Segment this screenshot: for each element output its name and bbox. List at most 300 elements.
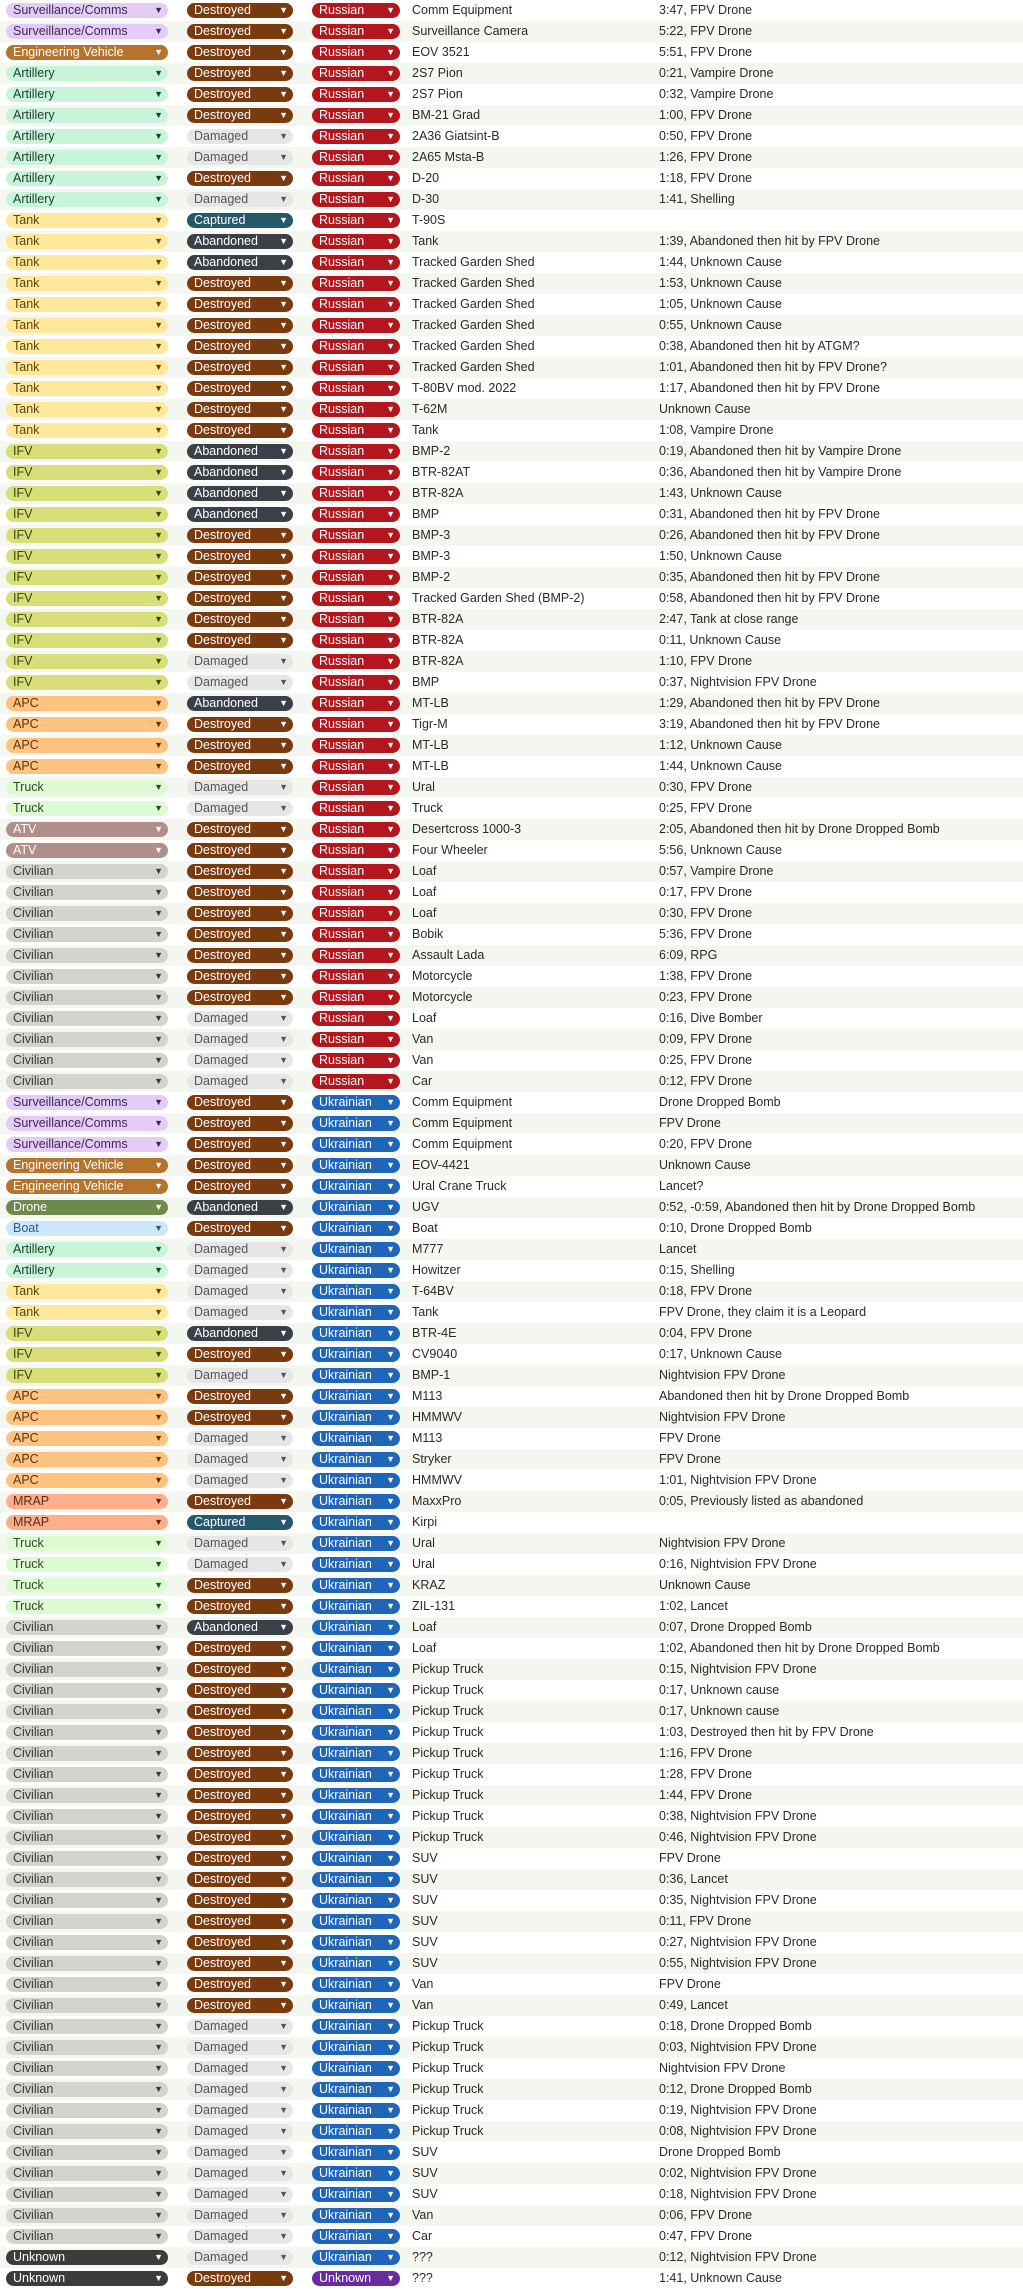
type-select[interactable] bbox=[6, 213, 168, 228]
status-select[interactable] bbox=[187, 696, 293, 711]
status-select[interactable] bbox=[187, 1578, 293, 1593]
status-select[interactable] bbox=[187, 528, 293, 543]
status-select[interactable] bbox=[187, 1599, 293, 1614]
owner-select[interactable] bbox=[312, 2187, 400, 2202]
owner-select[interactable] bbox=[312, 1788, 400, 1803]
owner-select[interactable] bbox=[312, 1284, 400, 1299]
type-select[interactable] bbox=[6, 276, 168, 291]
type-select[interactable] bbox=[6, 1494, 168, 1509]
type-select[interactable] bbox=[6, 1725, 168, 1740]
type-select[interactable] bbox=[6, 2061, 168, 2076]
status-select[interactable] bbox=[187, 87, 293, 102]
status-select[interactable] bbox=[187, 549, 293, 564]
status-select[interactable] bbox=[187, 1326, 293, 1341]
type-select[interactable] bbox=[6, 87, 168, 102]
status-select[interactable] bbox=[187, 2145, 293, 2160]
owner-select[interactable] bbox=[312, 402, 400, 417]
type-select[interactable] bbox=[6, 528, 168, 543]
type-select[interactable] bbox=[6, 3, 168, 18]
status-select[interactable] bbox=[187, 885, 293, 900]
type-select[interactable] bbox=[6, 1851, 168, 1866]
owner-select[interactable] bbox=[312, 906, 400, 921]
status-select[interactable] bbox=[187, 654, 293, 669]
type-select[interactable] bbox=[6, 822, 168, 837]
owner-select[interactable] bbox=[312, 1683, 400, 1698]
owner-select[interactable] bbox=[312, 885, 400, 900]
owner-select[interactable] bbox=[312, 465, 400, 480]
owner-select[interactable] bbox=[312, 1011, 400, 1026]
owner-select[interactable] bbox=[312, 780, 400, 795]
type-select[interactable] bbox=[6, 1641, 168, 1656]
owner-select[interactable] bbox=[312, 1221, 400, 1236]
status-select[interactable] bbox=[187, 633, 293, 648]
status-select[interactable] bbox=[187, 2019, 293, 2034]
owner-select[interactable] bbox=[312, 1200, 400, 1215]
status-select[interactable] bbox=[187, 486, 293, 501]
type-select[interactable] bbox=[6, 402, 168, 417]
owner-select[interactable] bbox=[312, 87, 400, 102]
owner-select[interactable] bbox=[312, 24, 400, 39]
status-select[interactable] bbox=[187, 1095, 293, 1110]
owner-select[interactable] bbox=[312, 318, 400, 333]
type-select[interactable] bbox=[6, 2040, 168, 2055]
status-select[interactable] bbox=[187, 1200, 293, 1215]
status-select[interactable] bbox=[187, 2103, 293, 2118]
owner-select[interactable] bbox=[312, 171, 400, 186]
owner-select[interactable] bbox=[312, 696, 400, 711]
owner-select[interactable] bbox=[312, 1452, 400, 1467]
type-select[interactable] bbox=[6, 66, 168, 81]
status-select[interactable] bbox=[187, 1788, 293, 1803]
status-select[interactable] bbox=[187, 1662, 293, 1677]
owner-select[interactable] bbox=[312, 1158, 400, 1173]
owner-select[interactable] bbox=[312, 66, 400, 81]
owner-select[interactable] bbox=[312, 255, 400, 270]
status-select[interactable] bbox=[187, 1053, 293, 1068]
type-select[interactable] bbox=[6, 1830, 168, 1845]
type-select[interactable] bbox=[6, 1263, 168, 1278]
type-select[interactable] bbox=[6, 1158, 168, 1173]
type-select[interactable] bbox=[6, 1599, 168, 1614]
status-select[interactable] bbox=[187, 213, 293, 228]
owner-select[interactable] bbox=[312, 969, 400, 984]
type-select[interactable] bbox=[6, 1704, 168, 1719]
owner-select[interactable] bbox=[312, 486, 400, 501]
owner-select[interactable] bbox=[312, 381, 400, 396]
type-select[interactable] bbox=[6, 738, 168, 753]
type-select[interactable] bbox=[6, 1767, 168, 1782]
status-select[interactable] bbox=[187, 948, 293, 963]
status-select[interactable] bbox=[187, 1935, 293, 1950]
owner-select[interactable] bbox=[312, 633, 400, 648]
status-select[interactable] bbox=[187, 1242, 293, 1257]
status-select[interactable] bbox=[187, 1767, 293, 1782]
owner-select[interactable] bbox=[312, 444, 400, 459]
type-select[interactable] bbox=[6, 1956, 168, 1971]
owner-select[interactable] bbox=[312, 927, 400, 942]
owner-select[interactable] bbox=[312, 2061, 400, 2076]
owner-select[interactable] bbox=[312, 1704, 400, 1719]
status-select[interactable] bbox=[187, 108, 293, 123]
status-select[interactable] bbox=[187, 1158, 293, 1173]
type-select[interactable] bbox=[6, 1662, 168, 1677]
owner-select[interactable] bbox=[312, 1116, 400, 1131]
owner-select[interactable] bbox=[312, 1179, 400, 1194]
status-select[interactable] bbox=[187, 1032, 293, 1047]
status-select[interactable] bbox=[187, 1389, 293, 1404]
owner-select[interactable] bbox=[312, 1431, 400, 1446]
status-select[interactable] bbox=[187, 171, 293, 186]
owner-select[interactable] bbox=[312, 570, 400, 585]
owner-select[interactable] bbox=[312, 1620, 400, 1635]
status-select[interactable] bbox=[187, 339, 293, 354]
type-select[interactable] bbox=[6, 234, 168, 249]
type-select[interactable] bbox=[6, 780, 168, 795]
type-select[interactable] bbox=[6, 1389, 168, 1404]
status-select[interactable] bbox=[187, 1515, 293, 1530]
status-select[interactable] bbox=[187, 1221, 293, 1236]
owner-select[interactable] bbox=[312, 45, 400, 60]
status-select[interactable] bbox=[187, 1074, 293, 1089]
type-select[interactable] bbox=[6, 1536, 168, 1551]
type-select[interactable] bbox=[6, 1431, 168, 1446]
owner-select[interactable] bbox=[312, 507, 400, 522]
status-select[interactable] bbox=[187, 675, 293, 690]
status-select[interactable] bbox=[187, 990, 293, 1005]
type-select[interactable] bbox=[6, 255, 168, 270]
owner-select[interactable] bbox=[312, 1599, 400, 1614]
type-select[interactable] bbox=[6, 2145, 168, 2160]
status-select[interactable] bbox=[187, 1977, 293, 1992]
owner-select[interactable] bbox=[312, 2208, 400, 2223]
type-select[interactable] bbox=[6, 1305, 168, 1320]
owner-select[interactable] bbox=[312, 948, 400, 963]
owner-select[interactable] bbox=[312, 1347, 400, 1362]
owner-select[interactable] bbox=[312, 2229, 400, 2244]
owner-select[interactable] bbox=[312, 1536, 400, 1551]
status-select[interactable] bbox=[187, 2250, 293, 2265]
type-select[interactable] bbox=[6, 570, 168, 585]
type-select[interactable] bbox=[6, 633, 168, 648]
status-select[interactable] bbox=[187, 1683, 293, 1698]
status-select[interactable] bbox=[187, 780, 293, 795]
owner-select[interactable] bbox=[312, 675, 400, 690]
type-select[interactable] bbox=[6, 318, 168, 333]
type-select[interactable] bbox=[6, 843, 168, 858]
status-select[interactable] bbox=[187, 3, 293, 18]
type-select[interactable] bbox=[6, 465, 168, 480]
type-select[interactable] bbox=[6, 1242, 168, 1257]
status-select[interactable] bbox=[187, 444, 293, 459]
type-select[interactable] bbox=[6, 885, 168, 900]
owner-select[interactable] bbox=[312, 1473, 400, 1488]
type-select[interactable] bbox=[6, 927, 168, 942]
status-select[interactable] bbox=[187, 1998, 293, 2013]
type-select[interactable] bbox=[6, 1935, 168, 1950]
type-select[interactable] bbox=[6, 1746, 168, 1761]
status-select[interactable] bbox=[187, 297, 293, 312]
status-select[interactable] bbox=[187, 1809, 293, 1824]
owner-select[interactable] bbox=[312, 1032, 400, 1047]
type-select[interactable] bbox=[6, 1137, 168, 1152]
status-select[interactable] bbox=[187, 1557, 293, 1572]
owner-select[interactable] bbox=[312, 654, 400, 669]
owner-select[interactable] bbox=[312, 2082, 400, 2097]
owner-select[interactable] bbox=[312, 1725, 400, 1740]
type-select[interactable] bbox=[6, 171, 168, 186]
owner-select[interactable] bbox=[312, 108, 400, 123]
type-select[interactable] bbox=[6, 1452, 168, 1467]
owner-select[interactable] bbox=[312, 360, 400, 375]
owner-select[interactable] bbox=[312, 2166, 400, 2181]
status-select[interactable] bbox=[187, 591, 293, 606]
status-select[interactable] bbox=[187, 2124, 293, 2139]
type-select[interactable] bbox=[6, 1977, 168, 1992]
type-select[interactable] bbox=[6, 45, 168, 60]
owner-select[interactable] bbox=[312, 1893, 400, 1908]
type-select[interactable] bbox=[6, 612, 168, 627]
type-select[interactable] bbox=[6, 1788, 168, 1803]
status-select[interactable] bbox=[187, 1410, 293, 1425]
type-select[interactable] bbox=[6, 675, 168, 690]
status-select[interactable] bbox=[187, 612, 293, 627]
status-select[interactable] bbox=[187, 360, 293, 375]
type-select[interactable] bbox=[6, 1284, 168, 1299]
status-select[interactable] bbox=[187, 234, 293, 249]
type-select[interactable] bbox=[6, 2124, 168, 2139]
owner-select[interactable] bbox=[312, 1977, 400, 1992]
status-select[interactable] bbox=[187, 1116, 293, 1131]
type-select[interactable] bbox=[6, 192, 168, 207]
type-select[interactable] bbox=[6, 423, 168, 438]
status-select[interactable] bbox=[187, 2040, 293, 2055]
owner-select[interactable] bbox=[312, 2124, 400, 2139]
status-select[interactable] bbox=[187, 24, 293, 39]
owner-select[interactable] bbox=[312, 2271, 400, 2286]
type-select[interactable] bbox=[6, 1347, 168, 1362]
status-select[interactable] bbox=[187, 801, 293, 816]
type-select[interactable] bbox=[6, 339, 168, 354]
owner-select[interactable] bbox=[312, 1074, 400, 1089]
owner-select[interactable] bbox=[312, 1830, 400, 1845]
status-select[interactable] bbox=[187, 1704, 293, 1719]
type-select[interactable] bbox=[6, 108, 168, 123]
owner-select[interactable] bbox=[312, 990, 400, 1005]
type-select[interactable] bbox=[6, 1011, 168, 1026]
type-select[interactable] bbox=[6, 2187, 168, 2202]
status-select[interactable] bbox=[187, 2166, 293, 2181]
type-select[interactable] bbox=[6, 24, 168, 39]
status-select[interactable] bbox=[187, 276, 293, 291]
status-select[interactable] bbox=[187, 1872, 293, 1887]
status-select[interactable] bbox=[187, 1347, 293, 1362]
type-select[interactable] bbox=[6, 969, 168, 984]
owner-select[interactable] bbox=[312, 738, 400, 753]
owner-select[interactable] bbox=[312, 2040, 400, 2055]
type-select[interactable] bbox=[6, 1515, 168, 1530]
type-select[interactable] bbox=[6, 2166, 168, 2181]
type-select[interactable] bbox=[6, 1221, 168, 1236]
status-select[interactable] bbox=[187, 192, 293, 207]
type-select[interactable] bbox=[6, 2250, 168, 2265]
type-select[interactable] bbox=[6, 2082, 168, 2097]
status-select[interactable] bbox=[187, 1536, 293, 1551]
owner-select[interactable] bbox=[312, 864, 400, 879]
type-select[interactable] bbox=[6, 2019, 168, 2034]
type-select[interactable] bbox=[6, 696, 168, 711]
status-select[interactable] bbox=[187, 318, 293, 333]
owner-select[interactable] bbox=[312, 2250, 400, 2265]
owner-select[interactable] bbox=[312, 1851, 400, 1866]
status-select[interactable] bbox=[187, 759, 293, 774]
owner-select[interactable] bbox=[312, 528, 400, 543]
owner-select[interactable] bbox=[312, 1494, 400, 1509]
type-select[interactable] bbox=[6, 864, 168, 879]
owner-select[interactable] bbox=[312, 2103, 400, 2118]
type-select[interactable] bbox=[6, 2208, 168, 2223]
status-select[interactable] bbox=[187, 465, 293, 480]
status-select[interactable] bbox=[187, 2208, 293, 2223]
status-select[interactable] bbox=[187, 150, 293, 165]
status-select[interactable] bbox=[187, 1494, 293, 1509]
type-select[interactable] bbox=[6, 1620, 168, 1635]
owner-select[interactable] bbox=[312, 1998, 400, 2013]
status-select[interactable] bbox=[187, 129, 293, 144]
status-select[interactable] bbox=[187, 570, 293, 585]
owner-select[interactable] bbox=[312, 2145, 400, 2160]
owner-select[interactable] bbox=[312, 1578, 400, 1593]
status-select[interactable] bbox=[187, 1263, 293, 1278]
type-select[interactable] bbox=[6, 906, 168, 921]
status-select[interactable] bbox=[187, 1746, 293, 1761]
type-select[interactable] bbox=[6, 591, 168, 606]
owner-select[interactable] bbox=[312, 1137, 400, 1152]
type-select[interactable] bbox=[6, 1557, 168, 1572]
status-select[interactable] bbox=[187, 2271, 293, 2286]
owner-select[interactable] bbox=[312, 1515, 400, 1530]
status-select[interactable] bbox=[187, 927, 293, 942]
status-select[interactable] bbox=[187, 1305, 293, 1320]
type-select[interactable] bbox=[6, 150, 168, 165]
status-select[interactable] bbox=[187, 822, 293, 837]
owner-select[interactable] bbox=[312, 1389, 400, 1404]
owner-select[interactable] bbox=[312, 213, 400, 228]
type-select[interactable] bbox=[6, 1998, 168, 2013]
status-select[interactable] bbox=[187, 2229, 293, 2244]
status-select[interactable] bbox=[187, 2061, 293, 2076]
status-select[interactable] bbox=[187, 1179, 293, 1194]
owner-select[interactable] bbox=[312, 297, 400, 312]
owner-select[interactable] bbox=[312, 759, 400, 774]
status-select[interactable] bbox=[187, 1452, 293, 1467]
type-select[interactable] bbox=[6, 1368, 168, 1383]
owner-select[interactable] bbox=[312, 1746, 400, 1761]
type-select[interactable] bbox=[6, 1074, 168, 1089]
owner-select[interactable] bbox=[312, 1557, 400, 1572]
type-select[interactable] bbox=[6, 2103, 168, 2118]
owner-select[interactable] bbox=[312, 2019, 400, 2034]
status-select[interactable] bbox=[187, 1137, 293, 1152]
type-select[interactable] bbox=[6, 1914, 168, 1929]
owner-select[interactable] bbox=[312, 1305, 400, 1320]
status-select[interactable] bbox=[187, 717, 293, 732]
status-select[interactable] bbox=[187, 1893, 293, 1908]
type-select[interactable] bbox=[6, 1809, 168, 1824]
status-select[interactable] bbox=[187, 738, 293, 753]
status-select[interactable] bbox=[187, 1851, 293, 1866]
type-select[interactable] bbox=[6, 1053, 168, 1068]
status-select[interactable] bbox=[187, 66, 293, 81]
owner-select[interactable] bbox=[312, 192, 400, 207]
owner-select[interactable] bbox=[312, 423, 400, 438]
owner-select[interactable] bbox=[312, 1410, 400, 1425]
type-select[interactable] bbox=[6, 1893, 168, 1908]
status-select[interactable] bbox=[187, 1830, 293, 1845]
status-select[interactable] bbox=[187, 45, 293, 60]
type-select[interactable] bbox=[6, 507, 168, 522]
owner-select[interactable] bbox=[312, 1263, 400, 1278]
owner-select[interactable] bbox=[312, 150, 400, 165]
type-select[interactable] bbox=[6, 360, 168, 375]
type-select[interactable] bbox=[6, 1179, 168, 1194]
owner-select[interactable] bbox=[312, 1914, 400, 1929]
owner-select[interactable] bbox=[312, 801, 400, 816]
owner-select[interactable] bbox=[312, 1368, 400, 1383]
status-select[interactable] bbox=[187, 1641, 293, 1656]
owner-select[interactable] bbox=[312, 1095, 400, 1110]
status-select[interactable] bbox=[187, 2187, 293, 2202]
type-select[interactable] bbox=[6, 549, 168, 564]
type-select[interactable] bbox=[6, 948, 168, 963]
status-select[interactable] bbox=[187, 1956, 293, 1971]
type-select[interactable] bbox=[6, 1326, 168, 1341]
status-select[interactable] bbox=[187, 969, 293, 984]
owner-select[interactable] bbox=[312, 1326, 400, 1341]
status-select[interactable] bbox=[187, 1620, 293, 1635]
owner-select[interactable] bbox=[312, 3, 400, 18]
status-select[interactable] bbox=[187, 1473, 293, 1488]
owner-select[interactable] bbox=[312, 1935, 400, 1950]
type-select[interactable] bbox=[6, 1683, 168, 1698]
owner-select[interactable] bbox=[312, 1767, 400, 1782]
type-select[interactable] bbox=[6, 1872, 168, 1887]
owner-select[interactable] bbox=[312, 843, 400, 858]
status-select[interactable] bbox=[187, 1011, 293, 1026]
status-select[interactable] bbox=[187, 2082, 293, 2097]
status-select[interactable] bbox=[187, 864, 293, 879]
owner-select[interactable] bbox=[312, 822, 400, 837]
owner-select[interactable] bbox=[312, 1809, 400, 1824]
status-select[interactable] bbox=[187, 507, 293, 522]
type-select[interactable] bbox=[6, 801, 168, 816]
type-select[interactable] bbox=[6, 1473, 168, 1488]
type-select[interactable] bbox=[6, 2229, 168, 2244]
status-select[interactable] bbox=[187, 402, 293, 417]
status-select[interactable] bbox=[187, 1914, 293, 1929]
status-select[interactable] bbox=[187, 255, 293, 270]
owner-select[interactable] bbox=[312, 339, 400, 354]
type-select[interactable] bbox=[6, 1032, 168, 1047]
owner-select[interactable] bbox=[312, 717, 400, 732]
owner-select[interactable] bbox=[312, 591, 400, 606]
type-select[interactable] bbox=[6, 129, 168, 144]
status-select[interactable] bbox=[187, 843, 293, 858]
status-select[interactable] bbox=[187, 1431, 293, 1446]
type-select[interactable] bbox=[6, 1578, 168, 1593]
owner-select[interactable] bbox=[312, 1242, 400, 1257]
type-select[interactable] bbox=[6, 486, 168, 501]
status-select[interactable] bbox=[187, 1368, 293, 1383]
